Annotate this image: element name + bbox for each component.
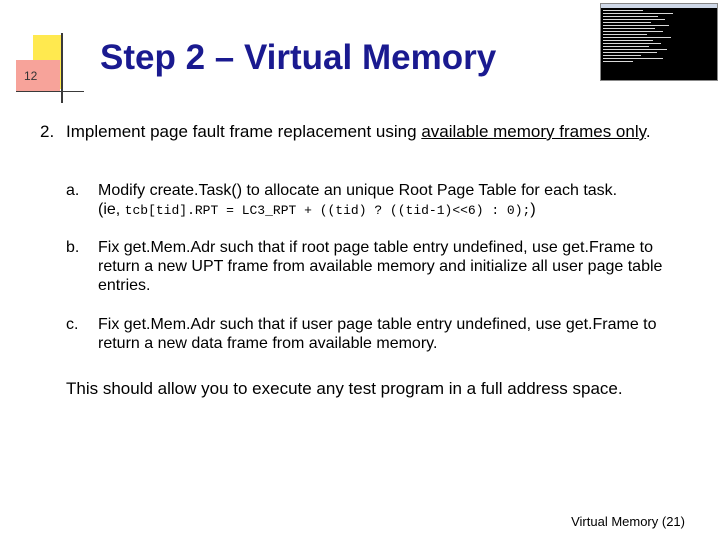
sub-item-text: Fix get.Mem.Adr such that if root page table entry undefined, use get.Frame to return a new UPT frame from available memory and initialize all user page table entries. [98, 239, 663, 294]
sub-item-label: c. [66, 316, 79, 333]
sub-item-text: Modify create.Task() to allocate an unique Root Page Table for each task. (ie, tcb[tid].RPT = LC3_RPT + ((tid) ? ((tid-1)<<6) : 0);) [98, 182, 618, 218]
slide-footer: Virtual Memory (21) [571, 514, 685, 529]
list-item-text: Implement page fault frame replacement using available memory frames only. [66, 122, 651, 141]
slide-title: Step 2 – Virtual Memory [100, 38, 497, 77]
terminal-screenshot-icon [600, 3, 718, 81]
decorative-horizontal-line [16, 91, 84, 92]
slide-number: 12 [24, 69, 38, 83]
sub-item-label: a. [66, 182, 80, 199]
list-item-number: 2. [40, 122, 55, 141]
closing-paragraph: This should allow you to execute any test program in a full address space. [66, 379, 623, 398]
terminal-title-bar [601, 4, 717, 8]
sub-item-label: b. [66, 239, 80, 256]
code-snippet: tcb[tid].RPT = LC3_RPT + ((tid) ? ((tid-1)<<6) : 0); [124, 203, 531, 218]
decorative-red-block [16, 60, 60, 92]
sub-item-text: Fix get.Mem.Adr such that if user page table entry undefined, use get.Frame to return a new data frame from available memory. [98, 316, 657, 352]
underlined-phrase: available memory frames only [421, 122, 646, 141]
decorative-vertical-line [61, 33, 63, 103]
